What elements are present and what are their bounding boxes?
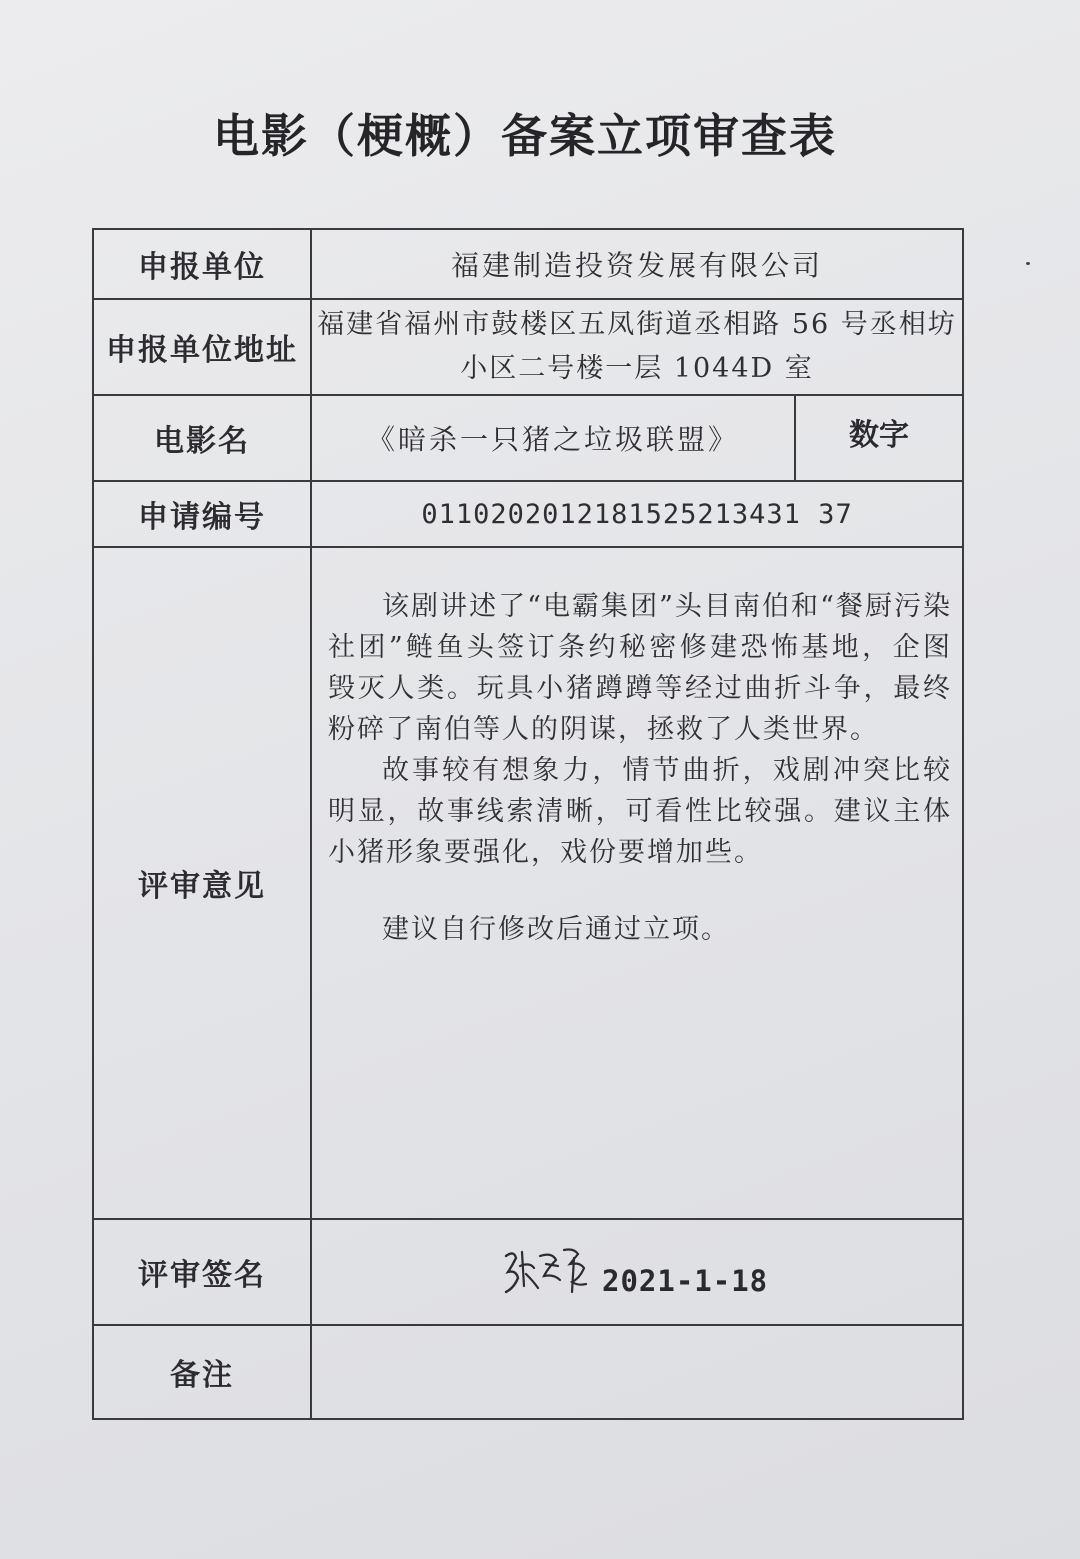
- film-label: 电影名: [93, 395, 311, 481]
- handwritten-signature: [500, 1242, 590, 1298]
- application-number-value: 0110202012181525213431 37: [311, 481, 963, 547]
- review-row: [93, 547, 963, 1219]
- review-label: 评审意见: [93, 547, 311, 1219]
- signature-cell: [311, 1219, 963, 1325]
- film-type: 数字: [795, 395, 963, 481]
- paper-speck: [1026, 262, 1030, 265]
- review-paragraph-1: 该剧讲述了“电霸集团”头目南伯和“餐厨污染社团”鲢鱼头签订条约秘密修建恐怖基地，企图毁灭人类。玩具小猪蹲蹲等经过曲折斗争，最终粉碎了南伯等人的阴谋，拯救了人类世界。: [328, 591, 953, 745]
- address-label: 申报单位地址: [93, 299, 311, 395]
- address-row: [93, 299, 963, 395]
- application-number-row: [93, 481, 963, 547]
- review-opinion-cell: [311, 547, 963, 1219]
- film-row: [93, 395, 963, 481]
- address-value: [311, 299, 963, 395]
- film-title: 《暗杀一只猪之垃圾联盟》: [311, 395, 795, 481]
- review-paragraph-2: 故事较有想象力，情节曲折，戏剧冲突比较明显，故事线索清晰，可看性比较强。建议主体小猪形象要强化，戏份要增加些。: [328, 755, 953, 868]
- remarks-label: 备注: [93, 1325, 311, 1419]
- address-line-1: 福建省福州市鼓楼区五凤街道丞相路 56 号丞相坊: [317, 309, 957, 340]
- applicant-value: 福建制造投资发展有限公司: [311, 229, 963, 299]
- signature-row: [93, 1219, 963, 1325]
- signature-label: 评审签名: [93, 1219, 311, 1325]
- review-form-table: [92, 228, 964, 1420]
- remarks-value: [311, 1325, 963, 1419]
- review-opinion-text: [328, 586, 952, 950]
- remarks-row: [93, 1325, 963, 1419]
- review-conclusion: 建议自行修改后通过立项。: [382, 914, 730, 945]
- applicant-row: [93, 229, 963, 299]
- page-title: 电影（梗概）备案立项审查表: [213, 109, 837, 163]
- applicant-label: 申报单位: [93, 229, 311, 299]
- signature-date: 2021-1-18: [602, 1264, 769, 1298]
- application-number-label: 申请编号: [93, 481, 311, 547]
- address-line-2: 小区二号楼一层 1044D 室: [460, 353, 814, 384]
